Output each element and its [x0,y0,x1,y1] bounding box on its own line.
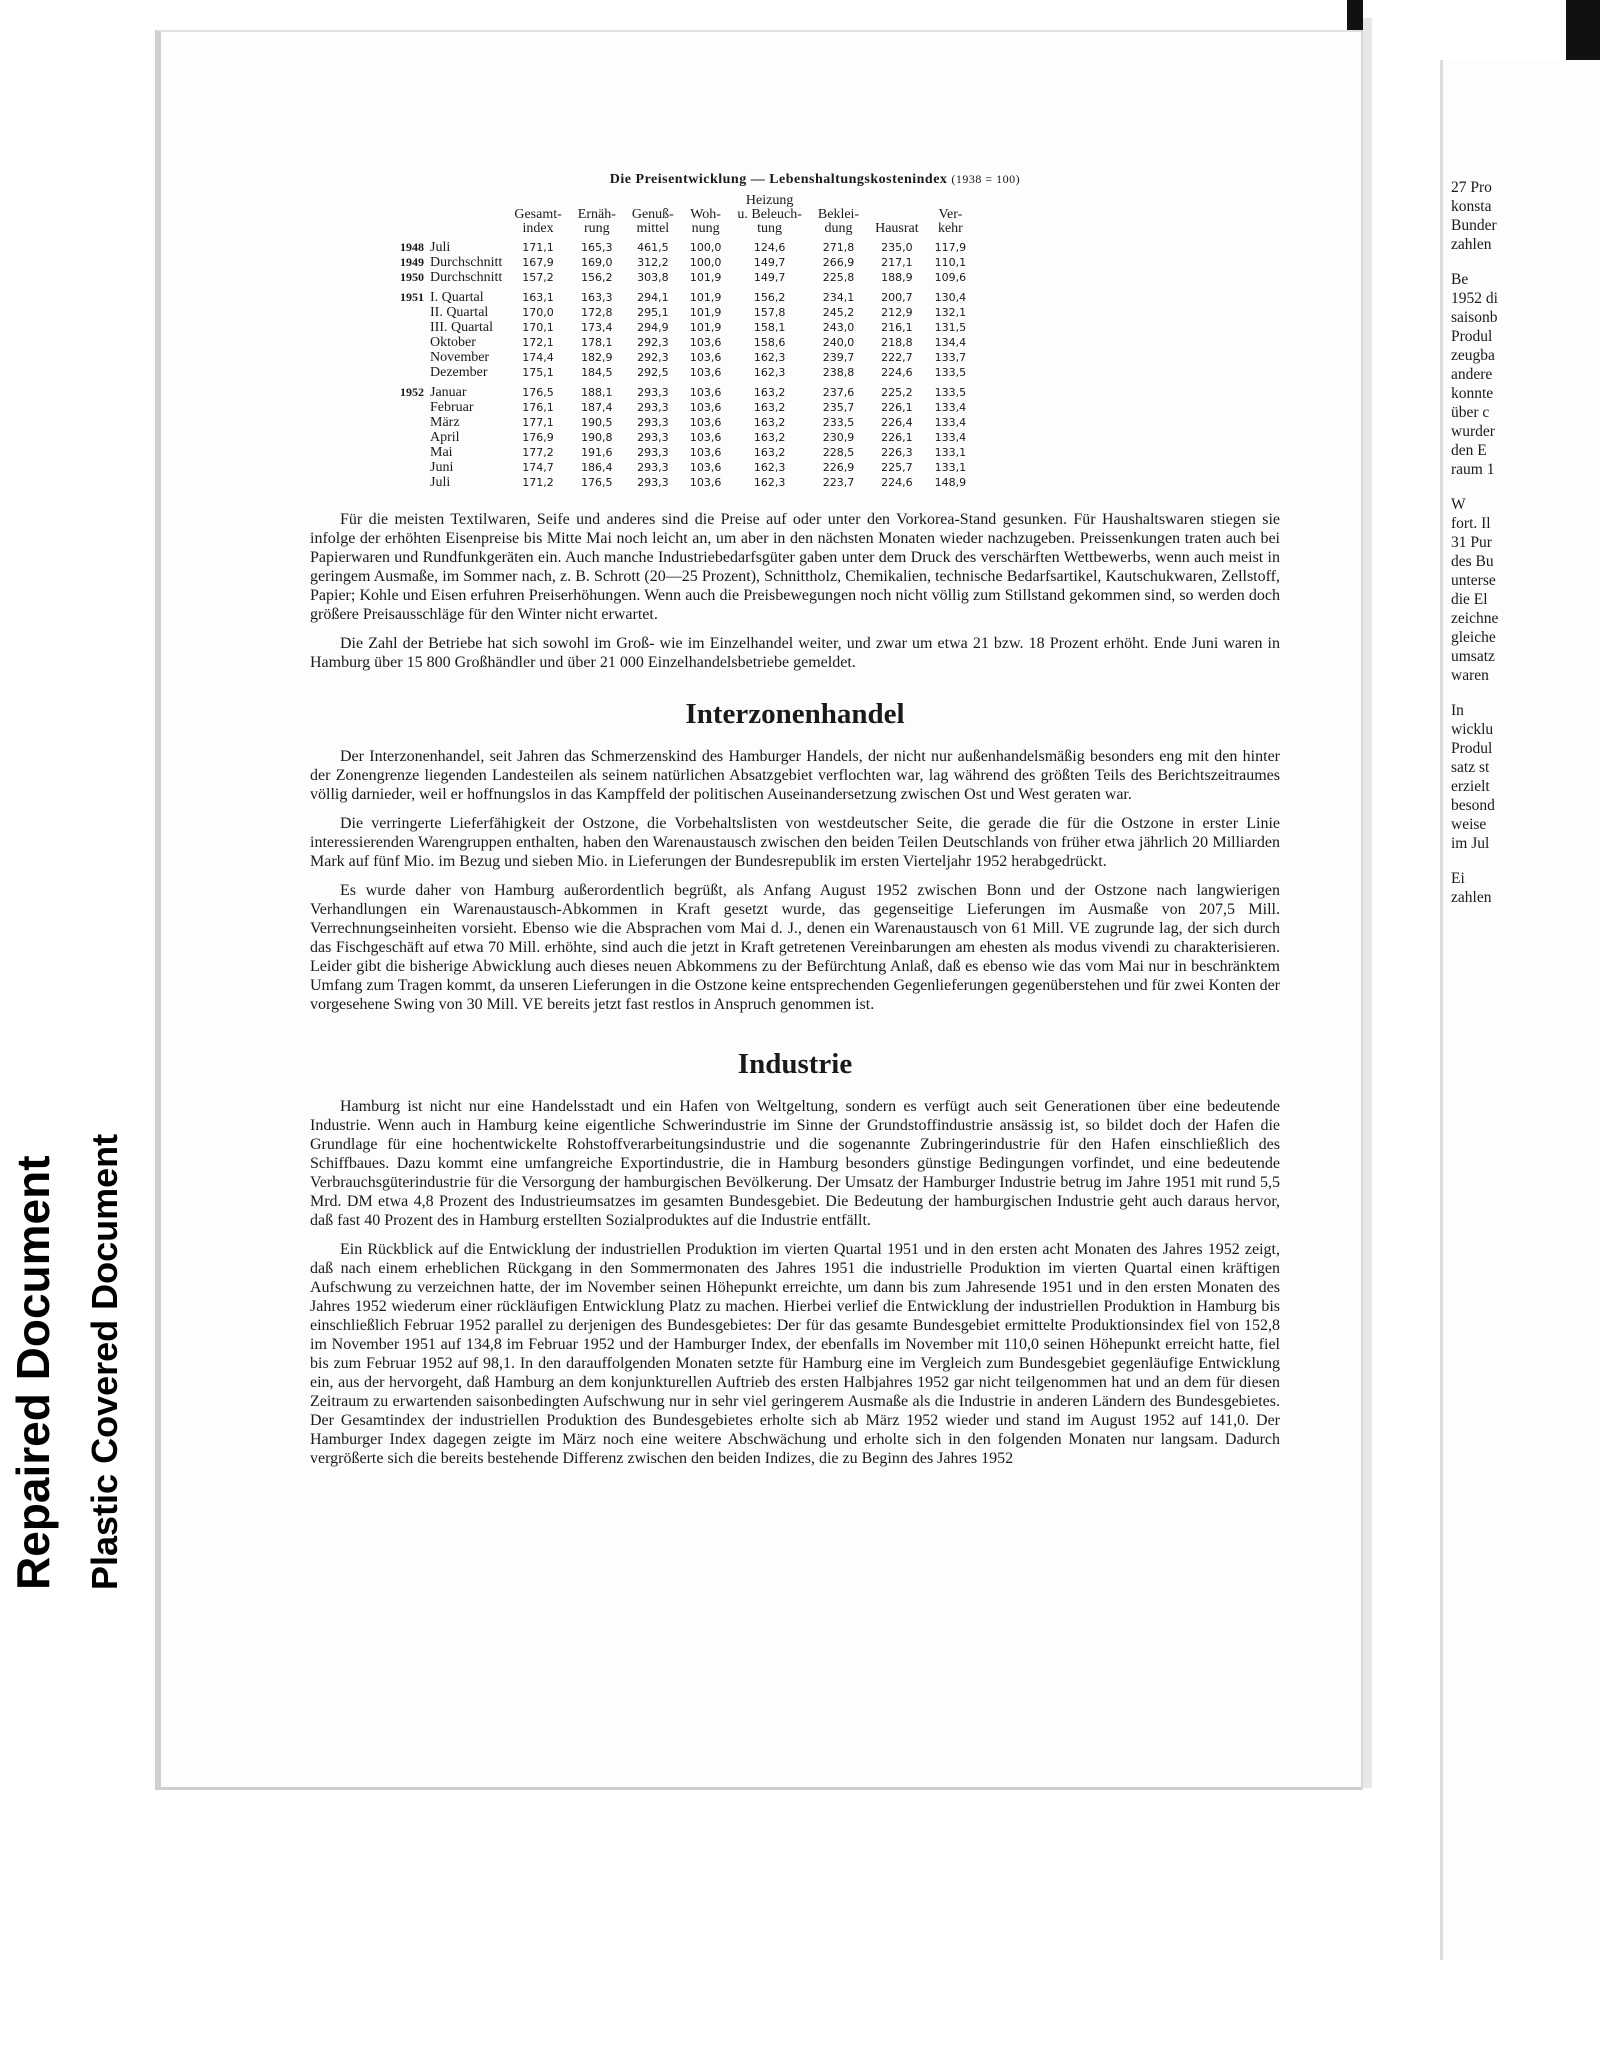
table-cell: 224,6 [881,366,913,379]
body-paragraph: Der Interzonenhandel, seit Jahren das Schmerzenskind des Hamburger Handels, der nicht nur außenhandelsmäßig besonders eng mit den hinter der Zonengrenze liegenden Landesteilen als seinem natürlichen Absatzgebiet verflochten war, lag während des größten Teils des Berichtszeitraumes völlig darnieder, weil er hoffnungslos in das Kampffeld der politischen Auseinandersetzung zwischen Ost und West geraten war. [310,748,1280,803]
table-cell: 222,7 [881,351,913,364]
table-cell: 303,8 [637,271,669,284]
table-cell: 295,1 [637,306,669,319]
side-label-repaired: Repaired Document [7,1155,59,1590]
table-cell: 165,3 [581,241,613,254]
table-cell: 190,8 [581,431,613,444]
facing-page-line: im Jul [1451,835,1490,852]
table-cell: 157,2 [522,271,554,284]
table-cell: 171,1 [522,241,554,254]
table-row [400,270,974,285]
table-cell: 157,8 [753,306,786,319]
table-cell: 133,4 [934,431,967,444]
body-paragraph: Die Zahl der Betriebe hat sich sowohl im Groß- wie im Einzelhandel weiter, und zwar um etwa 21 bzw. 18 Prozent erhöht. Ende Juni waren in Hamburg über 15 800 Großhändler und über 21 000 Einzelhandelsbetriebe gemeldet. [310,635,1280,671]
row-label [400,270,506,285]
table-cell: 188,9 [881,271,913,284]
page-edge [1360,18,1372,1788]
facing-page-line: In [1451,702,1464,719]
table-row [400,320,974,335]
table-cell: 461,5 [637,241,669,254]
row-label [400,475,506,490]
table-cell: 103,6 [689,476,722,489]
facing-page-line: Produl [1451,740,1493,757]
table-cell: 163,2 [753,416,786,429]
row-period: Februar [430,400,474,415]
table-cell: 163,1 [522,291,554,304]
table-header-cell: Heizung u. Beleuch- tung [737,193,802,236]
table-cell: 101,9 [689,271,722,284]
row-period: Januar [430,385,467,400]
table-cell: 173,4 [581,321,613,334]
table-cell: 217,1 [881,256,913,269]
table-cell: 235,7 [822,401,855,414]
table-cell: 163,2 [753,446,786,459]
table-cell: 226,4 [881,416,913,429]
facing-page-line: waren [1451,667,1489,684]
facing-page-line: wurder [1451,423,1495,440]
table-header-cell: Genuß- mittel [631,207,674,236]
table-cell: 103,6 [689,431,722,444]
table-cell: 239,7 [822,351,855,364]
facing-page-line: zahlen [1451,236,1492,253]
table-cell: 226,9 [822,461,855,474]
table-cell: 103,6 [689,461,722,474]
table-cell: 294,1 [637,291,669,304]
table-cell: 292,3 [637,351,669,364]
table-cell: 293,3 [637,476,669,489]
table-cell: 162,3 [753,461,786,474]
table-cell: 190,5 [581,416,613,429]
table-row [400,400,974,415]
table-cell: 133,7 [934,351,967,364]
facing-page-line: raum 1 [1451,461,1495,478]
table-cell: 237,6 [822,386,855,399]
table-cell: 162,3 [753,476,786,489]
table-cell: 176,9 [522,431,554,444]
table-cell: 240,0 [822,336,855,349]
table-cell: 170,0 [522,306,554,319]
facing-page-line: Ei [1451,870,1465,887]
facing-page-line: andere [1451,366,1493,383]
table-cell: 245,2 [822,306,855,319]
table-cell: 191,6 [581,446,613,459]
table-cell: 167,9 [522,256,554,269]
table-cell: 172,1 [522,336,554,349]
facing-page-line: weise [1451,816,1487,833]
body-paragraph: Es wurde daher von Hamburg außerordentlich begrüßt, als Anfang August 1952 zwischen Bonn und der Ostzone nach langwierigen Verhandlungen ein Warenaustausch-Abkommen in Kraft gesetzt wurde, das gegenseitige Lieferungen im Ausmaße von 207,5 Mill. Verrechnungseinheiten vorsieht. Ebenso wie die Absprachen vom Mai d. J., denen ein Warenaustausch von 61 Mill. VE zugrunde lag, der sich durch das Fischgeschäft auf etwa 70 Mill. erhöhte, sind auch die jetzt in Kraft getretenen Vereinbarungen am ehesten als modus vivendi zu charakterisieren. Leider gibt die bisherige Abwicklung auch dieses neuen Abkommens zu der Befürchtung Anlaß, daß es ebenso wie das vom Mai nur in beschränktem Umfang zum Tragen kommt, da unseren Lieferungen in die Ostzone keine entsprechenden Gegenlieferungen gegenüberstehen und für zwei Konten der vorgesehene Swing von 30 Mill. VE bereits jetzt fast restlos in Anspruch genommen ist. [310,882,1280,1013]
scan-corner-shadow [1566,0,1600,60]
table-row [400,445,974,460]
table-cell: 238,8 [822,366,855,379]
table-cell: 101,9 [689,321,722,334]
table-header-row [400,194,974,240]
side-label-plastic: Plastic Covered Document [84,1133,125,1590]
facing-page-line: 27 Pro [1451,179,1492,196]
table-cell: 132,1 [934,306,967,319]
body-paragraph: Die verringerte Lieferfähigkeit der Ostzone, die Vorbehaltslisten von westdeutscher Seite, die gerade die für die Ostzone in erster Linie interessierenden Warengruppen enthalten, haben den Warenaustausch zwischen den beiden Teilen Deutschlands von früher etwa jährlich 20 Milliarden Mark auf fünf Mio. im Bezug und sieben Mio. in Lieferungen der Bundesrepublik im ersten Vierteljahr 1952 herabgedrückt. [310,815,1280,870]
table-row [400,240,974,255]
table-cell: 182,9 [581,351,613,364]
table-cell: 171,2 [522,476,554,489]
table-cell: 133,4 [934,401,967,414]
row-label [400,365,506,380]
table-cell: 162,3 [753,366,786,379]
table-body [400,240,974,490]
table-cell: 243,0 [822,321,855,334]
table-cell: 266,9 [822,256,855,269]
table-cell: 216,1 [881,321,913,334]
row-label [400,350,506,365]
facing-page-line: Be [1451,271,1469,288]
table-cell: 148,9 [934,476,967,489]
table-cell: 158,6 [753,336,786,349]
table-cell: 100,0 [689,241,722,254]
table-cell: 133,1 [934,446,967,459]
table-cell: 169,0 [581,256,613,269]
table-cell: 226,1 [881,431,913,444]
row-year: 1951 [400,290,424,304]
table-cell: 156,2 [581,271,613,284]
table-cell: 109,6 [934,271,967,284]
table-cell: 187,4 [581,401,613,414]
row-period: I. Quartal [430,290,484,305]
table-cell: 292,5 [637,366,669,379]
table-cell: 149,7 [753,256,786,269]
table-cell: 158,1 [753,321,786,334]
table-cell: 235,0 [881,241,913,254]
facing-page-line: des Bu [1451,553,1494,570]
table-cell: 233,5 [822,416,855,429]
table-cell: 200,7 [881,291,913,304]
row-period: März [430,415,460,430]
industrie-paragraphs [310,1097,1280,1468]
table-cell: 101,9 [689,291,722,304]
table-header-cell: Hausrat [875,221,919,236]
row-period: II. Quartal [430,305,489,320]
table-header-cell: Beklei- dung [817,207,860,236]
facing-page-line: zeugba [1451,347,1495,364]
row-label [400,255,506,270]
section-title-industrie: Industrie [737,1048,853,1080]
row-period: Juli [430,240,451,255]
facing-page-line: konnte [1451,385,1494,402]
table-cell: 156,2 [753,291,786,304]
table-cell: 224,6 [881,476,913,489]
table-row [400,305,974,320]
table-cell: 174,4 [522,351,554,364]
facing-page-line: die El [1451,591,1488,608]
row-period: Juni [430,460,454,475]
table-cell: 103,6 [689,416,722,429]
row-label [400,430,506,445]
facing-page-gap [1443,685,1498,701]
page-content [310,172,1280,1468]
table-cell: 100,0 [689,256,722,269]
table-cell: 293,3 [637,401,669,414]
table-cell: 292,3 [637,336,669,349]
table-cell: 133,4 [934,416,967,429]
table-cell: 293,3 [637,431,669,444]
row-year: 1950 [400,270,424,284]
table-title-note: (1938 = 100) [951,172,1021,186]
table-cell: 226,3 [881,446,913,459]
table-row [400,255,974,270]
table-cell: 177,2 [522,446,554,459]
table-cell: 149,7 [753,271,786,284]
row-year: 1952 [400,385,424,399]
row-label [400,335,506,350]
row-label [400,445,506,460]
row-label [400,305,506,320]
table-cell: 170,1 [522,321,554,334]
table-cell: 188,1 [581,386,613,399]
table-header-corner [400,194,506,240]
table-cell: 133,5 [934,386,967,399]
body-paragraph: Für die meisten Textilwaren, Seife und anderes sind die Preise auf oder unter den Vorkorea-Stand gesunken. Für Haushaltswaren stiegen sie infolge der erhöhten Eisenpreise bis Mitte Mai noch leicht an, um aber in den nächsten Monaten wieder nachzugeben. Preissenkungen traten auch bei Papierwaren und Rundfunkgeräten ein. Auch manche Industriebedarfsgüter gaben unter dem Druck des verschärften Wettbewerbs, wenn auch meist in geringem Ausmaße, im Sommer nach, z. B. Schrott (20—25 Prozent), Schnittholz, Chemikalien, technische Bedarfsartikel, Kautschukwaren, Zellstoff, Papier; Kohle und Eisen erfuhren Preiserhöhungen. Wenn auch die Preisbewegungen noch nicht völlig zum Stillstand gekommen sind, so werden doch größere Preisausschläge für den Winter nicht erwartet. [310,511,1280,623]
table-cell: 103,6 [689,446,722,459]
table-cell: 225,7 [881,461,913,474]
table-cell: 177,1 [522,416,554,429]
table-cell: 176,5 [581,476,613,489]
price-index-table [400,194,974,490]
facing-page-gap [1443,254,1498,270]
table-row [400,415,974,430]
row-period: Dezember [430,365,488,380]
table-cell: 103,6 [689,401,722,414]
facing-page-line: 31 Pur [1451,534,1492,551]
table-cell: 178,1 [581,336,613,349]
table-row [400,475,974,490]
row-period: Oktober [430,335,476,350]
table-title-text: Die Preisentwicklung — Lebenshaltungskostenindex [609,172,948,187]
row-period: Mai [430,445,453,460]
row-label [400,240,506,255]
table-cell: 218,8 [881,336,913,349]
facing-page-line: wicklu [1451,721,1494,738]
table-cell: 103,6 [689,351,722,364]
facing-page-line: konsta [1451,198,1492,215]
table-cell: 228,5 [822,446,855,459]
row-label [400,415,506,430]
table-row [400,380,974,400]
table-cell: 124,6 [753,241,786,254]
table-cell: 163,2 [753,401,786,414]
facing-page-line: Bunder [1451,217,1497,234]
facing-page-line: erzielt [1451,778,1490,795]
table-cell: 133,1 [934,461,967,474]
table-header-cell: Gesamt- index [514,207,562,236]
table-cell: 163,2 [753,386,786,399]
table-row [400,285,974,305]
table-cell: 163,2 [753,431,786,444]
table-cell: 226,1 [881,401,913,414]
table-cell: 225,2 [881,386,913,399]
table-cell: 312,2 [637,256,669,269]
facing-page-line: unterse [1451,572,1496,589]
row-period: Durchschnitt [430,255,503,270]
table-row [400,430,974,445]
table-cell: 223,7 [822,476,855,489]
table-cell: 271,8 [822,241,855,254]
facing-page-line: 1952 di [1451,290,1498,307]
facing-page-line: den E [1451,442,1487,459]
row-year: 1949 [400,255,424,269]
facing-page-line: W [1451,496,1466,513]
facing-page-text [1443,178,1498,907]
table-cell: 293,3 [637,416,669,429]
table-cell: 293,3 [637,461,669,474]
table-cell: 134,4 [934,336,967,349]
table-header-cell: Woh- nung [690,207,721,236]
table-cell: 225,8 [822,271,855,284]
facing-page-line: satz st [1451,759,1490,776]
table-cell: 101,9 [689,306,722,319]
table-cell: 130,4 [934,291,967,304]
section-title-interzonenhandel: Interzonenhandel [685,698,905,730]
table-cell: 234,1 [822,291,855,304]
table-cell: 172,8 [581,306,613,319]
table-header-cell: Ernäh- rung [577,207,616,236]
facing-page-gap [1443,853,1498,869]
table-cell: 294,9 [637,321,669,334]
table-cell: 162,3 [753,351,786,364]
table-cell: 117,9 [934,241,967,254]
row-label [400,380,506,400]
table-cell: 163,3 [581,291,613,304]
table-cell: 186,4 [581,461,613,474]
table-cell: 230,9 [822,431,855,444]
table-cell: 293,3 [637,446,669,459]
table-title [310,172,1280,188]
facing-page-line: saisonb [1451,309,1498,326]
row-label [400,400,506,415]
price-paragraphs [310,510,1280,672]
table-row [400,460,974,475]
facing-page-line: zahlen [1451,889,1492,906]
table-cell: 212,9 [881,306,913,319]
table-header-cell: Ver- kehr [937,207,963,236]
table-cell: 103,6 [689,366,722,379]
table-cell: 184,5 [581,366,613,379]
table-cell: 293,3 [637,386,669,399]
facing-page-line: fort. Il [1451,515,1491,532]
facing-page-line: zeichne [1451,610,1499,627]
row-period: Durchschnitt [430,270,503,285]
table-cell: 131,5 [934,321,967,334]
table-cell: 110,1 [934,256,967,269]
row-period: November [430,350,490,365]
table-row [400,365,974,380]
table-cell: 174,7 [522,461,554,474]
table-cell: 103,6 [689,336,722,349]
interzonenhandel-paragraphs [310,747,1280,1014]
facing-page [1440,60,1600,1960]
table-cell: 176,1 [522,401,554,414]
facing-page-line: gleiche [1451,629,1496,646]
table-row [400,350,974,365]
table-cell: 103,6 [689,386,722,399]
facing-page-gap [1443,479,1498,495]
row-label [400,320,506,335]
facing-page-line: über c [1451,404,1490,421]
table-cell: 175,1 [522,366,554,379]
row-label [400,460,506,475]
body-paragraph: Ein Rückblick auf die Entwicklung der industriellen Produktion im vierten Quartal 1951 und in den ersten acht Monaten des Jahres 1952 zeigt, daß nach einem erheblichen Rückgang in den Sommermonaten des Jahres 1951 die industrielle Produktion im vierten Quartal einen kräftigen Aufschwung zu verzeichnen hatte, der im November seinen Höhepunkt erreichte, um dann bis zum Jahresende 1951 und in den ersten Monaten des Jahres 1952 wiederum einer rückläufigen Entwicklung Platz zu machen. Hierbei verlief die Entwicklung der industriellen Produktion in Hamburg bis einschließlich Februar 1952 parallel zu derjenigen des Bundesgebietes: Der für das gesamte Bundesgebiet ermittelte Produktionsindex fiel von 152,8 im November 1951 auf 134,8 im Februar 1952 und der Hamburger Index, der ebenfalls im November mit 110,0 seinen Höhepunkt erreicht hatte, fiel bis zum Februar 1952 auf 98,1. In den darauffolgenden Monaten setzte für Hamburg eine im Vergleich zum Bundesgebiet gegenläufige Entwicklung ein, aus der hervorgeht, daß Hamburg an dem konjunkturellen Auftrieb des ersten Halbjahres 1952 gar nicht teilgenommen hat und an dem für diesen Zeitraum zu erwartenden saisonbedingten Aufschwung nur in sehr viel geringerem Ausmaße als die Industrie in anderen Ländern des Bundesgebietes. Der Gesamtindex der industriellen Produktion des Bundesgebietes erholte sich ab März 1952 wieder und stand im August 1952 auf 141,0. Der Hamburger Index dagegen zeigte im März noch eine weitere Abschwächung und erholte sich in den folgenden Monaten nur langsam. Dadurch vergrößerte sich die bereits bestehende Differenz zwischen den beiden Indizes, die zu Beginn des Jahres 1952 [310,1241,1280,1467]
row-label [400,285,506,305]
body-paragraph: Hamburg ist nicht nur eine Handelsstadt und ein Hafen von Weltgeltung, sondern es verfügt auch seit Generationen über eine bedeutende Industrie. Wenn auch in Hamburg keine eigentliche Schwerindustrie im Sinne der Grundstoffindustrie ansässig ist, so bildet doch der Hafen die Grundlage für eine hochentwickelte Rohstoffverarbeitungsindustrie und die sogenannte Zubringerindustrie für den Hafen einschließlich des Schiffbaues. Dazu kommt eine umfangreiche Exportindustrie, die in Hamburg besonders günstige Bedingungen vorfindet, und eine bedeutende Verbrauchsgüterindustrie für die Versorgung der hamburgischen Bevölkerung. Der Umsatz der Hamburger Industrie betrug im Jahre 1951 mit rund 5,5 Mrd. DM etwa 4,8 Prozent des Industrieumsatzes im gesamten Bundesgebiet. Die Bedeutung der hamburgischen Industrie geht auch daraus hervor, daß fast 40 Prozent des in Hamburg erstellten Sozialproduktes auf die Industrie entfällt. [310,1098,1280,1229]
row-period: III. Quartal [430,320,493,335]
table-row [400,335,974,350]
facing-page-line: besond [1451,797,1495,814]
table-cell: 133,5 [934,366,967,379]
row-period: Juli [430,475,451,490]
row-year: 1948 [400,240,424,254]
facing-page-line: umsatz [1451,648,1495,665]
row-period: April [430,430,460,445]
table-cell: 176,5 [522,386,554,399]
facing-page-line: Produl [1451,328,1493,345]
